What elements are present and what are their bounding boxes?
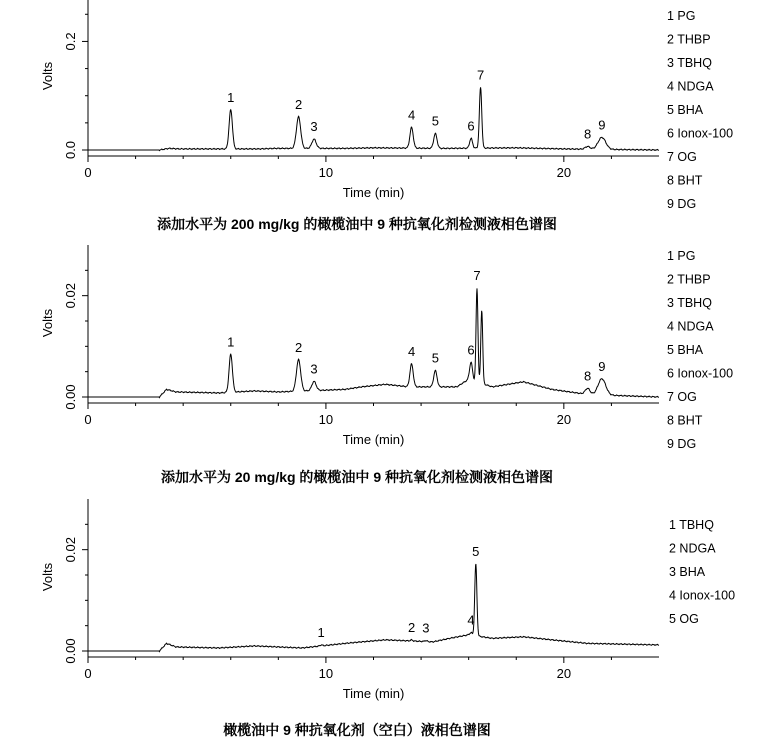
x-tick-label: 0 (84, 666, 92, 681)
y-tick-label: 0.00 (63, 638, 78, 664)
legend-entry: 2 THBP (667, 272, 711, 287)
legend-entry: 1 PG (667, 249, 696, 263)
x-axis-title: Time (min) (342, 432, 405, 447)
legend-entry: 7 OG (667, 150, 697, 164)
x-tick-label: 20 (556, 165, 572, 180)
legend-entry: 2 THBP (667, 32, 711, 47)
legend-entry: 4 NDGA (667, 79, 714, 94)
x-axis-title: Time (min) (342, 686, 405, 701)
peak-label: 3 (422, 620, 430, 636)
x-tick-label: 10 (318, 412, 334, 427)
peak-label: 5 (431, 113, 439, 129)
x-tick-label: 20 (556, 412, 572, 427)
peak-label: 2 (294, 339, 303, 355)
peak-label: 3 (310, 119, 318, 135)
chart-caption: 橄榄油中 9 种抗氧化剂（空白）液相色谱图 (223, 722, 491, 738)
x-tick-label: 0 (84, 165, 92, 180)
peak-label: 1 (317, 624, 325, 640)
x-tick-label: 10 (318, 165, 334, 180)
x-axis-title: Time (min) (342, 185, 405, 200)
legend-entry: 2 NDGA (669, 541, 716, 556)
peak-label: 4 (467, 612, 475, 628)
y-tick-label: 0.02 (63, 283, 78, 309)
peak-label: 1 (227, 334, 235, 350)
peak-label: 8 (584, 368, 592, 384)
legend-entry: 6 Ionox-100 (667, 366, 734, 381)
legend-entry: 3 TBHQ (667, 296, 712, 310)
legend-entry: 5 BHA (667, 103, 704, 117)
peak-label: 4 (407, 107, 416, 123)
legend-entry: 1 TBHQ (669, 518, 714, 532)
legend-entry: 8 BHT (667, 173, 703, 188)
legend-entry: 5 OG (669, 612, 699, 626)
legend-entry: 1 PG (667, 9, 696, 23)
y-axis-title: Volts (40, 562, 55, 592)
peak-label: 7 (473, 268, 481, 284)
legend-entry: 9 DG (667, 197, 697, 211)
legend-entry: 4 Ionox-100 (669, 588, 736, 603)
peak-label: 7 (476, 67, 485, 83)
x-tick-label: 20 (556, 666, 572, 681)
peak-label: 1 (227, 89, 235, 105)
peak-label: 9 (598, 117, 606, 133)
chromatogram-trace (88, 564, 659, 652)
y-tick-label: 0.0 (63, 140, 78, 160)
y-tick-label: 0.00 (63, 384, 78, 410)
peak-label: 4 (407, 344, 416, 360)
legend-entry: 3 BHA (669, 565, 706, 579)
peak-label: 2 (294, 96, 303, 112)
y-tick-label: 0.2 (63, 32, 78, 51)
x-tick-label: 10 (318, 666, 334, 681)
y-axis-title: Volts (40, 308, 55, 338)
legend-entry: 4 NDGA (667, 319, 714, 334)
peak-label: 9 (598, 358, 606, 374)
legend-entry: 3 TBHQ (667, 56, 712, 70)
legend-entry: 9 DG (667, 437, 697, 451)
chromatogram-trace (88, 87, 659, 150)
peak-label: 8 (584, 126, 592, 142)
chromatogram-panel-blank (40, 499, 735, 738)
peak-label: 5 (472, 543, 480, 559)
chromatogram-panel-200mgkg (40, 0, 733, 232)
x-tick-label: 0 (84, 412, 92, 427)
chromatogram-panel-20mgkg (40, 245, 733, 485)
peak-label: 5 (431, 350, 439, 366)
chromatogram-trace (88, 288, 659, 397)
y-axis-title: Volts (40, 61, 55, 91)
legend-entry: 7 OG (667, 390, 697, 404)
peak-label: 3 (310, 361, 318, 377)
peak-label: 6 (467, 118, 475, 134)
y-tick-label: 0.02 (63, 537, 78, 563)
chart-caption: 添加水平为 20 mg/kg 的橄榄油中 9 种抗氧化剂检测液相色谱图 (160, 469, 554, 485)
peak-label: 2 (407, 619, 416, 635)
legend-entry: 5 BHA (667, 343, 704, 357)
peak-label: 6 (467, 342, 475, 358)
legend-entry: 8 BHT (667, 413, 703, 428)
legend-entry: 6 Ionox-100 (667, 126, 734, 141)
chart-caption: 添加水平为 200 mg/kg 的橄榄油中 9 种抗氧化剂检测液相色谱图 (157, 216, 557, 232)
